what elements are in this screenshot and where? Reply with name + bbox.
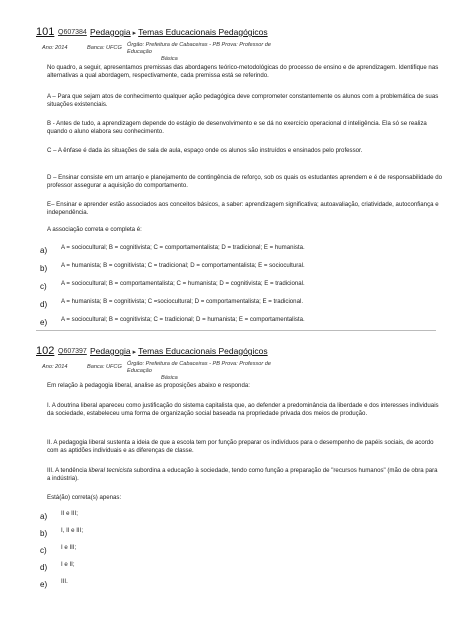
question-code[interactable]: Q607384 — [58, 29, 87, 36]
topic-link[interactable]: Temas Educacionais Pedagógicos — [138, 27, 268, 37]
question-number[interactable]: 102 — [36, 345, 55, 357]
arrow-right-icon: ▸ — [132, 30, 137, 37]
statement-2: II. A pedagogia liberal sustenta a ideia de que a escola tem por função preparar os indivíduos para o desempenho de papéis sociais, de acordo com as aptidões individuais e as diferenças de classe. — [47, 439, 434, 455]
question-meta — [36, 42, 436, 60]
option-text: I e II; — [61, 561, 75, 568]
question-number[interactable]: 101 — [36, 26, 55, 38]
subject-link[interactable]: Pedagogia — [90, 346, 131, 356]
premise-c: C – A ênfase é dada às situações de sala de aula, espaço onde os alunos são instruídos e ensinados pelo professor. — [47, 147, 363, 154]
option-letter: a) — [40, 512, 48, 521]
question-divider — [36, 330, 436, 331]
option-letter: c) — [40, 282, 47, 291]
question-intro: Em relação à pedagogia liberal, analise as proposições abaixo e responda: — [47, 382, 250, 389]
option-text: A = sociocultural; B = cognitivista; C = tradicional; D = humanista; E = comportamentalista. — [61, 316, 305, 323]
option-a[interactable] — [30, 244, 430, 256]
option-c[interactable] — [30, 280, 430, 292]
question-prompt: Está(ão) correta(s) apenas: — [47, 494, 122, 501]
option-text: I e III; — [61, 544, 77, 551]
option-text: I, II e III; — [61, 527, 84, 534]
question-101 — [36, 26, 442, 356]
option-e[interactable] — [30, 578, 430, 590]
option-text: A = sociocultural; B = comportamentalista; C = humanista; D = cognitivista; E = tradicional. — [61, 280, 305, 287]
subject-link[interactable]: Pedagogia — [90, 27, 131, 37]
topic-link[interactable]: Temas Educacionais Pedagógicos — [138, 346, 268, 356]
premise-e: E– Ensinar e aprender estão associados aos conceitos básicos, a saber: aprendizagem significativa; autoavaliação, criatividade, autoconfiança e independência. — [47, 201, 439, 217]
option-c[interactable] — [30, 544, 430, 556]
question-prompt: A associação correta e completa é: — [47, 226, 142, 233]
option-letter: b) — [40, 264, 48, 273]
option-a[interactable] — [30, 510, 430, 522]
option-letter: e) — [40, 580, 48, 589]
year-label: Ano: 2014 — [42, 45, 68, 51]
option-letter: d) — [40, 563, 48, 572]
option-b[interactable] — [30, 262, 430, 274]
option-b[interactable] — [30, 527, 430, 539]
statement-3: III. A tendência liberal tecnicista subordina a educação à sociedade, tendo como função a preparação de "recursos humanos" (mão de obra para a indústria). — [47, 467, 438, 483]
question-102 — [36, 345, 439, 625]
organ-exam-label: Órgão: Prefeitura de Cabaceiras - PB Prova: Professor de Educação Básica — [127, 42, 271, 62]
option-text: III. — [61, 578, 68, 585]
option-letter: c) — [40, 546, 47, 555]
question-intro: No quadro, a seguir, apresentamos premissas das abordagens teórico-metodológicas do processo de ensino e de aprendizagem. Identifique nas alternativas a qual abordagem, respectivamente, cada premissa está se referindo. — [47, 64, 439, 80]
board-label: Banca: UFCG — [87, 45, 122, 51]
option-letter: b) — [40, 529, 48, 538]
breadcrumb — [90, 346, 268, 356]
option-letter: a) — [40, 246, 48, 255]
question-header — [36, 345, 436, 361]
option-text: A = humanista; B = cognitivista; C = tradicional; D = comportamentalista; E = sociocultural. — [61, 262, 305, 269]
breadcrumb — [90, 27, 268, 37]
option-text: II e III; — [61, 510, 78, 517]
option-letter: d) — [40, 300, 48, 309]
option-e[interactable] — [30, 316, 430, 328]
premise-b: B - Antes de tudo, a aprendizagem depende do estágio de desenvolvimento e se dá no exercício operacional d inteligência. Ela só se realiza quando o aluno elabora seu conhecimento. — [47, 120, 427, 136]
statement-1: I. A doutrina liberal apareceu como justificação do sistema capitalista que, ao defender a predominância da liberdade e dos interesses individuais da sociedade, estabeleceu uma forma de organização social baseada na propriedade privada dos meios de produção. — [47, 402, 439, 418]
arrow-right-icon: ▸ — [132, 349, 137, 356]
option-text: A = humanista; B = cognitivista; C =sociocultural; D = comportamentalista; E = tradicional. — [61, 298, 304, 305]
board-label: Banca: UFCG — [87, 364, 122, 370]
year-label: Ano: 2014 — [42, 364, 68, 370]
option-d[interactable] — [30, 561, 430, 573]
premise-a: A – Para que sejam atos de conhecimento qualquer ação pedagógica deve comprometer constantemente os alunos com a problemática de suas situações existenciais. — [47, 93, 439, 109]
premise-d: D – Ensinar consiste em um arranjo e planejamento de contingência de reforço, sob os quais os estudantes aprendem e é de responsabilidade do professor assegurar a aquisição do comportamento. — [47, 174, 442, 190]
question-meta — [36, 361, 436, 379]
option-letter: e) — [40, 318, 48, 327]
question-code[interactable]: Q607397 — [58, 348, 87, 355]
option-d[interactable] — [30, 298, 430, 310]
question-header — [36, 26, 436, 42]
organ-exam-label: Órgão: Prefeitura de Cabaceiras - PB Prova: Professor de Educação Básica — [127, 361, 271, 381]
option-text: A = sociocultural; B = cognitivista; C = comportamentalista; D = tradicional; E = humanista. — [61, 244, 305, 251]
